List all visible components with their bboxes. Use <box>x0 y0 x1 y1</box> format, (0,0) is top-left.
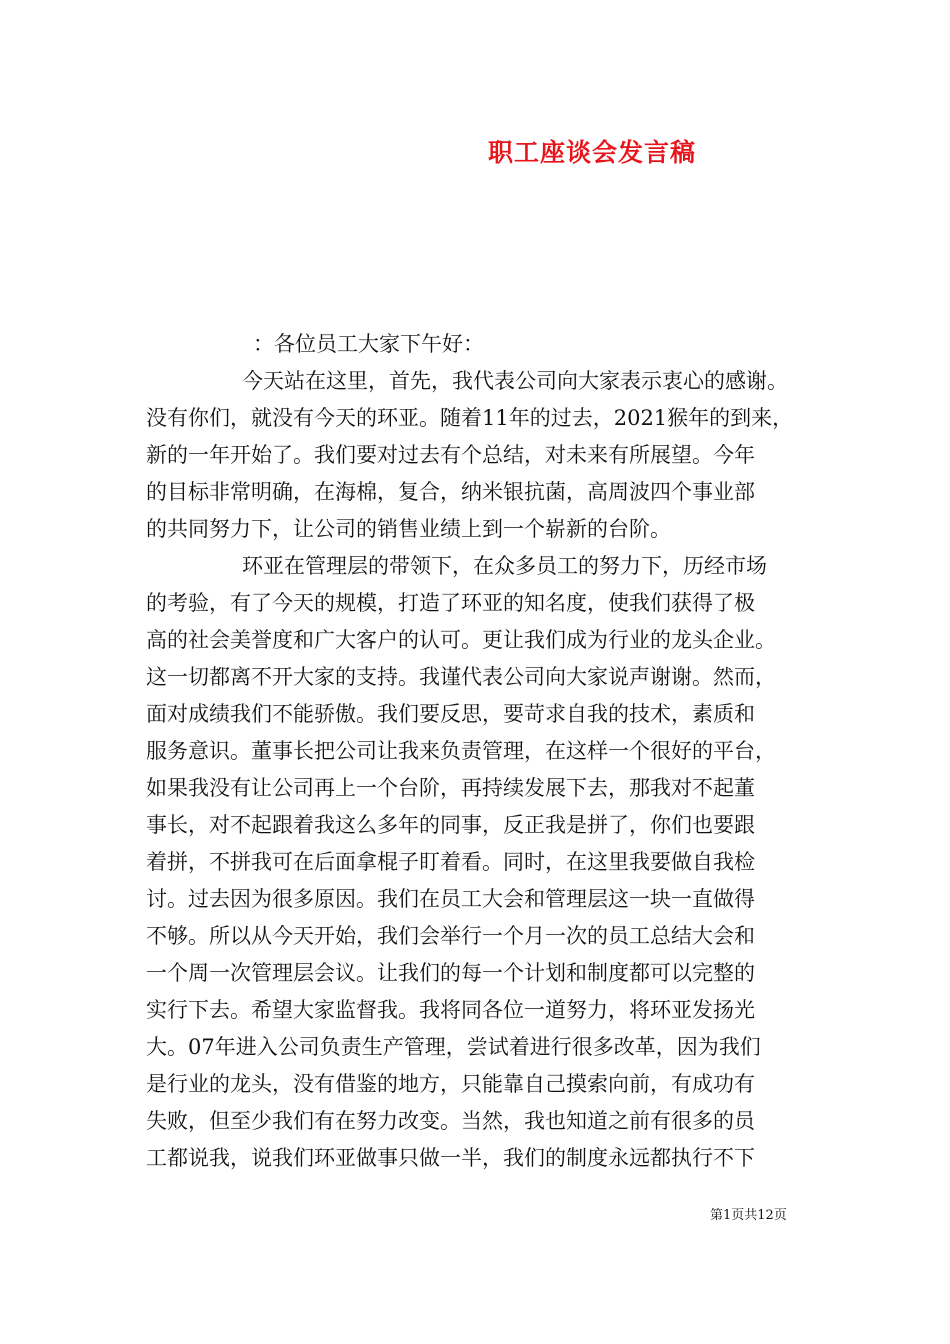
text-line: 一个周一次管理层会议。让我们的每一个计划和制度都可以完整的 <box>146 961 755 985</box>
text-line: 是行业的龙头，没有借鉴的地方，只能靠自己摸索向前，有成功有 <box>146 1072 755 1096</box>
page-footer: 第1页共12页 <box>710 1208 787 1223</box>
text-line: 事长，对不起跟着我这么多年的同事，反正我是拼了，你们也要跟 <box>146 813 755 837</box>
text-line: 失败，但至少我们有在努力改变。当然，我也知道之前有很多的员 <box>146 1109 755 1133</box>
document-title: 职工座谈会发言稿 <box>488 138 697 167</box>
text-line: 服务意识。董事长把公司让我来负责管理，在这样一个很好的平台， <box>146 739 776 763</box>
text-line: 不够。所以从今天开始，我们会举行一个月一次的员工总结大会和 <box>146 924 755 948</box>
text-line: 新的一年开始了。我们要对过去有个总结，对未来有所展望。今年 <box>146 443 755 467</box>
document-body <box>146 326 816 1177</box>
text-line: 的共同努力下，让公司的销售业绩上到一个崭新的台阶。 <box>146 517 671 541</box>
text-line: 工都说我，说我们环亚做事只做一半，我们的制度永远都执行不下 <box>146 1146 755 1170</box>
text-line: 今天站在这里，首先，我代表公司向大家表示衷心的感谢。 <box>242 369 788 393</box>
text-line: 面对成绩我们不能骄傲。我们要反思，要苛求自我的技术，素质和 <box>146 702 755 726</box>
salutation: ：各位员工大家下午好： <box>253 332 484 356</box>
text-line: 没有你们，就没有今天的环亚。随着11年的过去，2021猴年的到来， <box>146 406 794 430</box>
text-line: 的考验，有了今天的规模，打造了环亚的知名度，使我们获得了极 <box>146 591 755 615</box>
text-line: 着拼，不拼我可在后面拿棍子盯着看。同时，在这里我要做自我检 <box>146 850 755 874</box>
text-line: 大。07年进入公司负责生产管理，尝试着进行很多改革，因为我们 <box>146 1035 761 1059</box>
text-line: 的目标非常明确，在海棉，复合，纳米银抗菌，高周波四个事业部 <box>146 480 755 504</box>
text-line: 讨。过去因为很多原因。我们在员工大会和管理层这一块一直做得 <box>146 887 755 911</box>
text-line: 高的社会美誉度和广大客户的认可。更让我们成为行业的龙头企业。 <box>146 628 776 652</box>
text-line: 环亚在管理层的带领下，在众多员工的努力下，历经市场 <box>242 554 767 578</box>
paragraph-1 <box>146 363 816 548</box>
text-line: 如果我没有让公司再上一个台阶，再持续发展下去，那我对不起董 <box>146 776 755 800</box>
paragraph-2 <box>146 548 816 1177</box>
text-line: 这一切都离不开大家的支持。我谨代表公司向大家说声谢谢。然而， <box>146 665 776 689</box>
text-line: 实行下去。希望大家监督我。我将同各位一道努力，将环亚发扬光 <box>146 998 755 1022</box>
